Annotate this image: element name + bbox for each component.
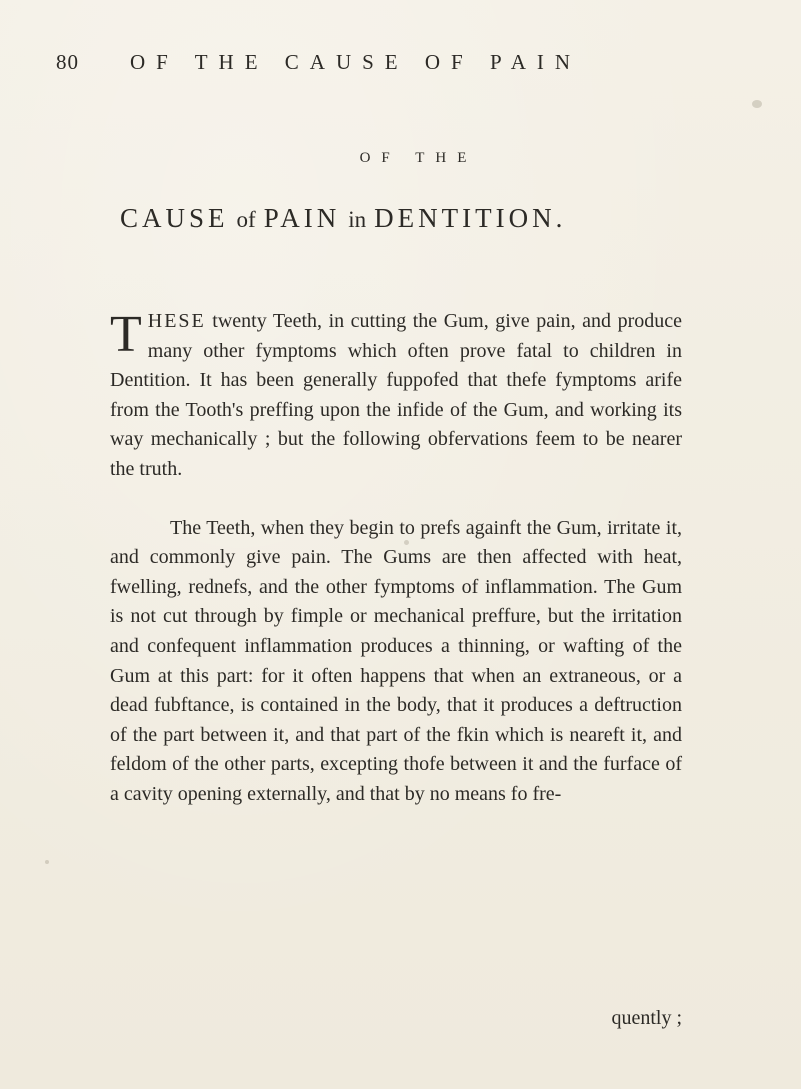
paper-blemish: [752, 100, 762, 108]
heading-word-pain: PAIN: [263, 203, 341, 233]
paper-blemish: [404, 540, 409, 545]
heading-word-dentition: DENTITION.: [374, 203, 567, 233]
paragraph-2: The Teeth, when they begin to prefs againft the Gum, irritate it, and commonly give pain. The Gums are then affected with heat, fwelling, rednefs, and the other fymptoms of inflammation. The Gum is not cut through by fimple or mechanical preffure, but the irritation and confequent inflammation produces a thinning, or wafting of the Gum at this part: for it often happens that when an extraneous, or a dead fubftance, is contained in the body, that it produces a deftruction of the part between it, and that part of the fkin which is neareft it, and feldom of the other parts, excepting thofe between it and the furface of a cavity opening externally, and that by no means fo fre-: [110, 516, 682, 805]
chapter-heading-small: OF THE: [359, 150, 478, 166]
catchword: quently ;: [611, 1007, 682, 1029]
running-head: [56, 50, 756, 84]
running-title: OF THE CAUSE OF PAIN: [130, 50, 582, 74]
paper-blemish: [45, 860, 49, 864]
heading-word-in: in: [348, 207, 367, 232]
body-text: [110, 307, 682, 810]
drop-cap: T: [110, 306, 142, 363]
paragraph-1-lead: HESE: [147, 310, 206, 332]
chapter-heading-large: [120, 203, 720, 234]
paragraph-1-text: twenty Teeth, in cutting the Gum, give pain, and produce many other fymptoms which often prove fatal to children in Dentition. It has been generally fuppofed that thefe fymptoms arife from the Tooth's preffing upon the infide of the Gum, and working its way mechanically ; but the following obfervations feem to be nearer the truth.: [110, 310, 682, 480]
paragraph-1: [110, 307, 682, 485]
heading-word-cause: CAUSE: [120, 203, 229, 233]
heading-word-of: of: [236, 207, 256, 232]
page-number: 80: [56, 50, 79, 74]
